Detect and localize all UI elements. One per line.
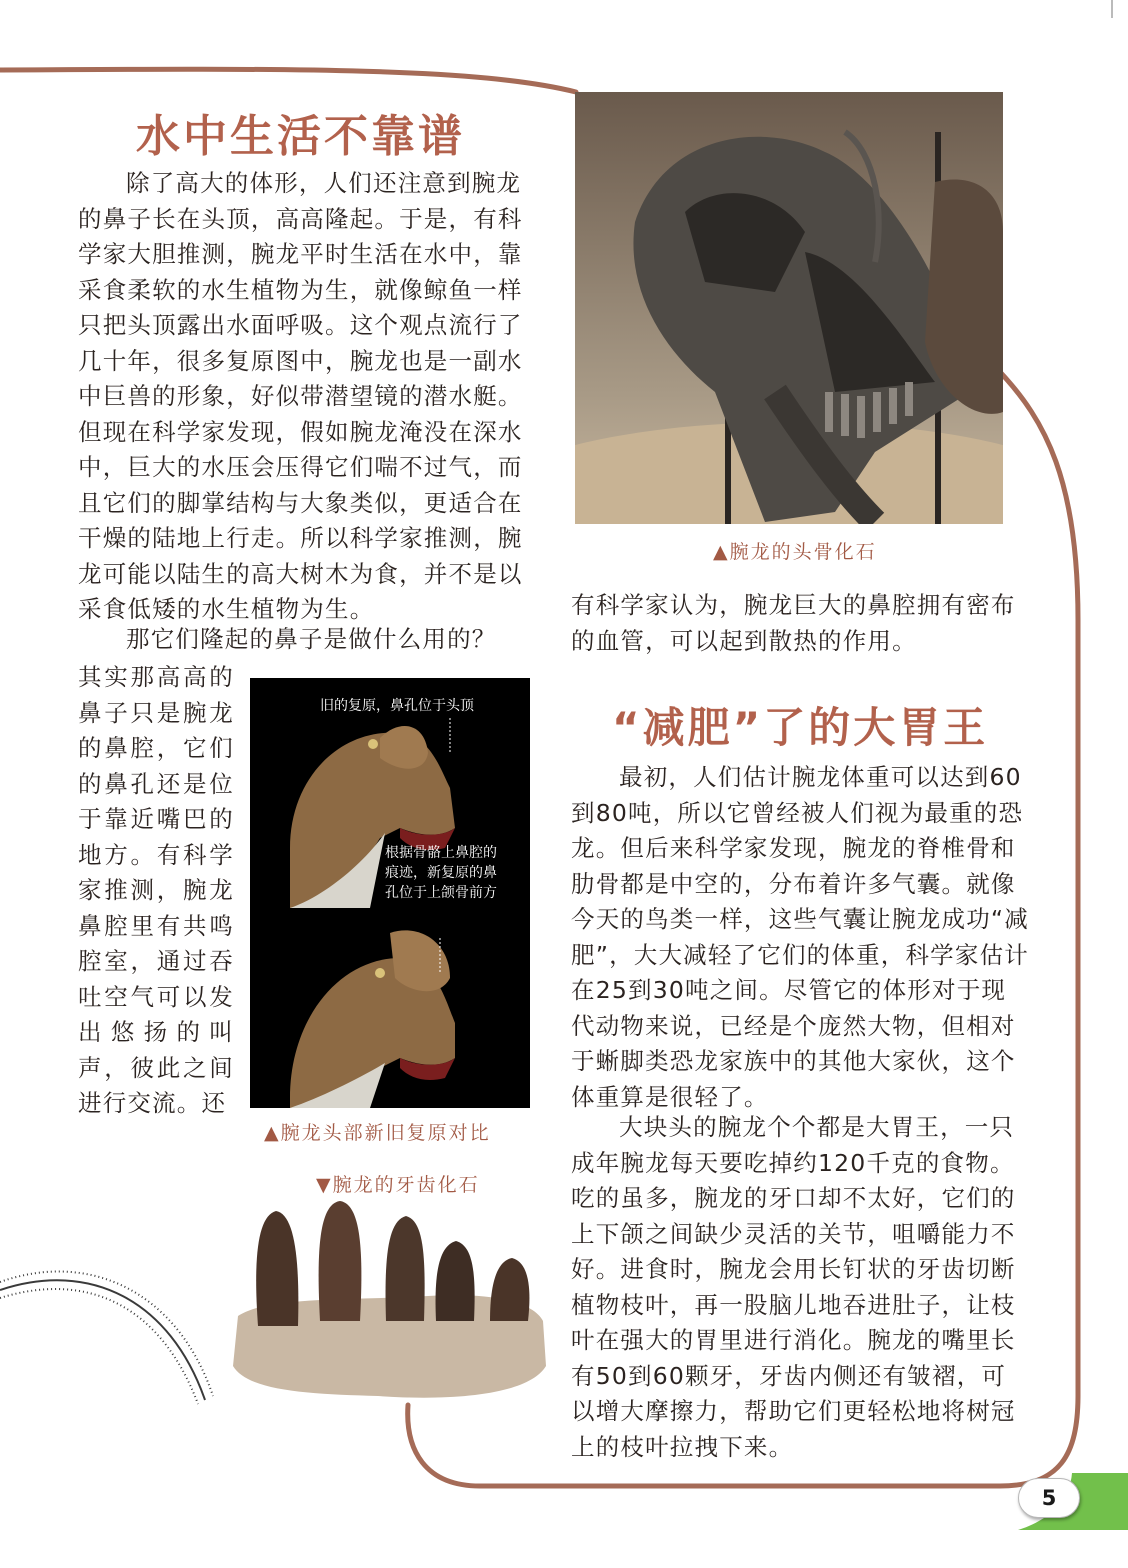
section1-paragraph-3: 其实那高高的鼻子只是腕龙的鼻腔，它们的鼻孔还是位于靠近嘴巴的地方。有科学家推测，腕龙鼻腔里有共鸣腔室，通过吞吐空气可以发出悠扬的叫声，彼此之间进行交流。还 (78, 663, 234, 1117)
teeth-fossil-photo (228, 1196, 548, 1404)
section1-paragraph-1: 除了高大的体形，人们还注意到腕龙的鼻子长在头顶，高高隆起。于是，有科学家大胆推测，腕龙平时生活在水中，靠采食柔软的水生植物为生，就像鲸鱼一样只把头顶露出水面呼吸。这个观点流行了几十年，很多复原图中，腕龙也是一副水中巨兽的形象，好似带潜望镜的潜水艇。但现在科学家发现，假如腕龙淹没在深水中，巨大的水压会压得它们喘不过气，而且它们的脚掌结构与大象类似，更适合在干燥的陆地上行走。所以科学家推测，腕龙可能以陆生的高大树木为食，并不是以采食低矮的水生植物为生。 (78, 169, 523, 623)
teeth-caption: ▼腕龙的牙齿化石 (316, 1174, 480, 1196)
section1-paragraph-4: 有科学家认为，腕龙巨大的鼻腔拥有密布的血管，可以起到散热的作用。 (571, 591, 1016, 655)
section2-paragraph-1: 最初，人们估计腕龙体重可以达到60到80吨，所以它曾经被人们视为最重的恐龙。但后来科学家发现，腕龙的脊椎骨和肋骨都是中空的，分布着许多气囊。就像今天的鸟类一样，这些气囊让腕龙成功“减肥”，大大减轻了它们的体重，科学家估计在25到30吨之间。尽管它的体形对于现代动物来说，已经是个庞然大物，但相对于蜥脚类恐龙家族中的其他大家伙，这个体重算是很轻了。 (571, 763, 1029, 1111)
old-head-label: 旧的复原，鼻孔位于头顶 (320, 698, 474, 714)
new-head-illustration (290, 930, 455, 1108)
head-comparison-image (250, 678, 530, 1108)
page-number: 5 (1018, 1478, 1080, 1518)
section2-paragraph-2: 大块头的腕龙个个都是大胃王，一只成年腕龙每天要吃掉约120千克的食物。吃的虽多，腕龙的牙口却不太好，它们的上下颌之间缺少灵活的关节，咀嚼能力不好。进食时，腕龙会用长钉状的牙齿切断植物枝叶，再一股脑儿地吞进肚子，让枝叶在强大的胃里进行消化。腕龙的嘴里长有50到60颗牙，牙齿内侧还有皱褶，可以增大摩擦力，帮助它们更轻松地将树冠上的枝叶拉拽下来。 (571, 1113, 1016, 1461)
skull-fossil-photo (575, 92, 1003, 524)
section1-paragraph-2: 那它们隆起的鼻子是做什么用的？ (126, 625, 497, 653)
section1-title: 水中生活不靠谱 (136, 111, 465, 162)
skull-caption: ▲腕龙的头骨化石 (713, 541, 877, 563)
head-caption: ▲腕龙头部新旧复原对比 (264, 1122, 491, 1144)
fern-decoration (0, 1271, 213, 1404)
new-head-label: 根据骨骼上鼻腔的痕迹，新复原的鼻孔位于上颌骨前方 (385, 845, 497, 901)
section2-title: “减肥”了的大胃王 (612, 703, 989, 752)
